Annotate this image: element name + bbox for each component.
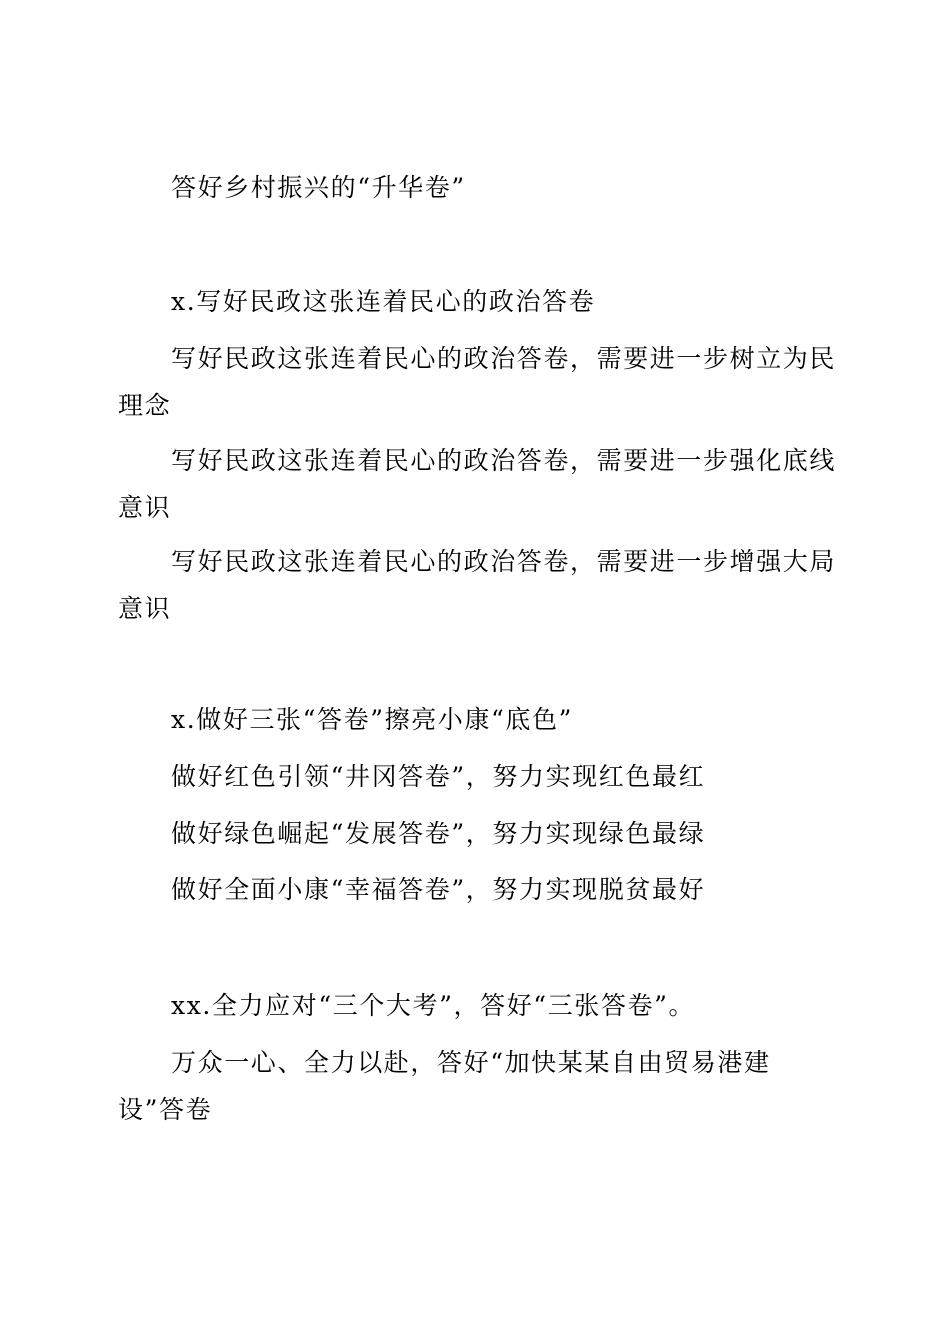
section-heading: x.做好三张“答卷”擦亮小康“底色” (171, 705, 573, 734)
section-heading: x.写好民政这张连着民心的政治答卷 (171, 287, 596, 316)
paragraph: 写好民政这张连着民心的政治答卷，需要进一步增强大局意识 (118, 547, 837, 623)
paragraph: 做好红色引领“井冈答卷”，努力实现红色最红 (171, 762, 706, 791)
paragraph: 做好全面小康“幸福答卷”，努力实现脱贫最好 (171, 875, 706, 904)
section-heading: xx.全力应对“三个大考”，答好“三张答卷”。 (171, 991, 696, 1020)
paragraph: 万众一心、全力以赴，答好“加快某某自由贸易港建设”答卷 (118, 1048, 771, 1124)
paragraph-heading: 答好乡村振兴的“升华卷” (171, 173, 466, 202)
paragraph: 写好民政这张连着民心的政治答卷，需要进一步树立为民理念 (118, 344, 837, 420)
paragraph: 做好绿色崛起“发展答卷”，努力实现绿色最绿 (171, 819, 706, 848)
paragraph: 写好民政这张连着民心的政治答卷，需要进一步强化底线意识 (118, 446, 837, 522)
